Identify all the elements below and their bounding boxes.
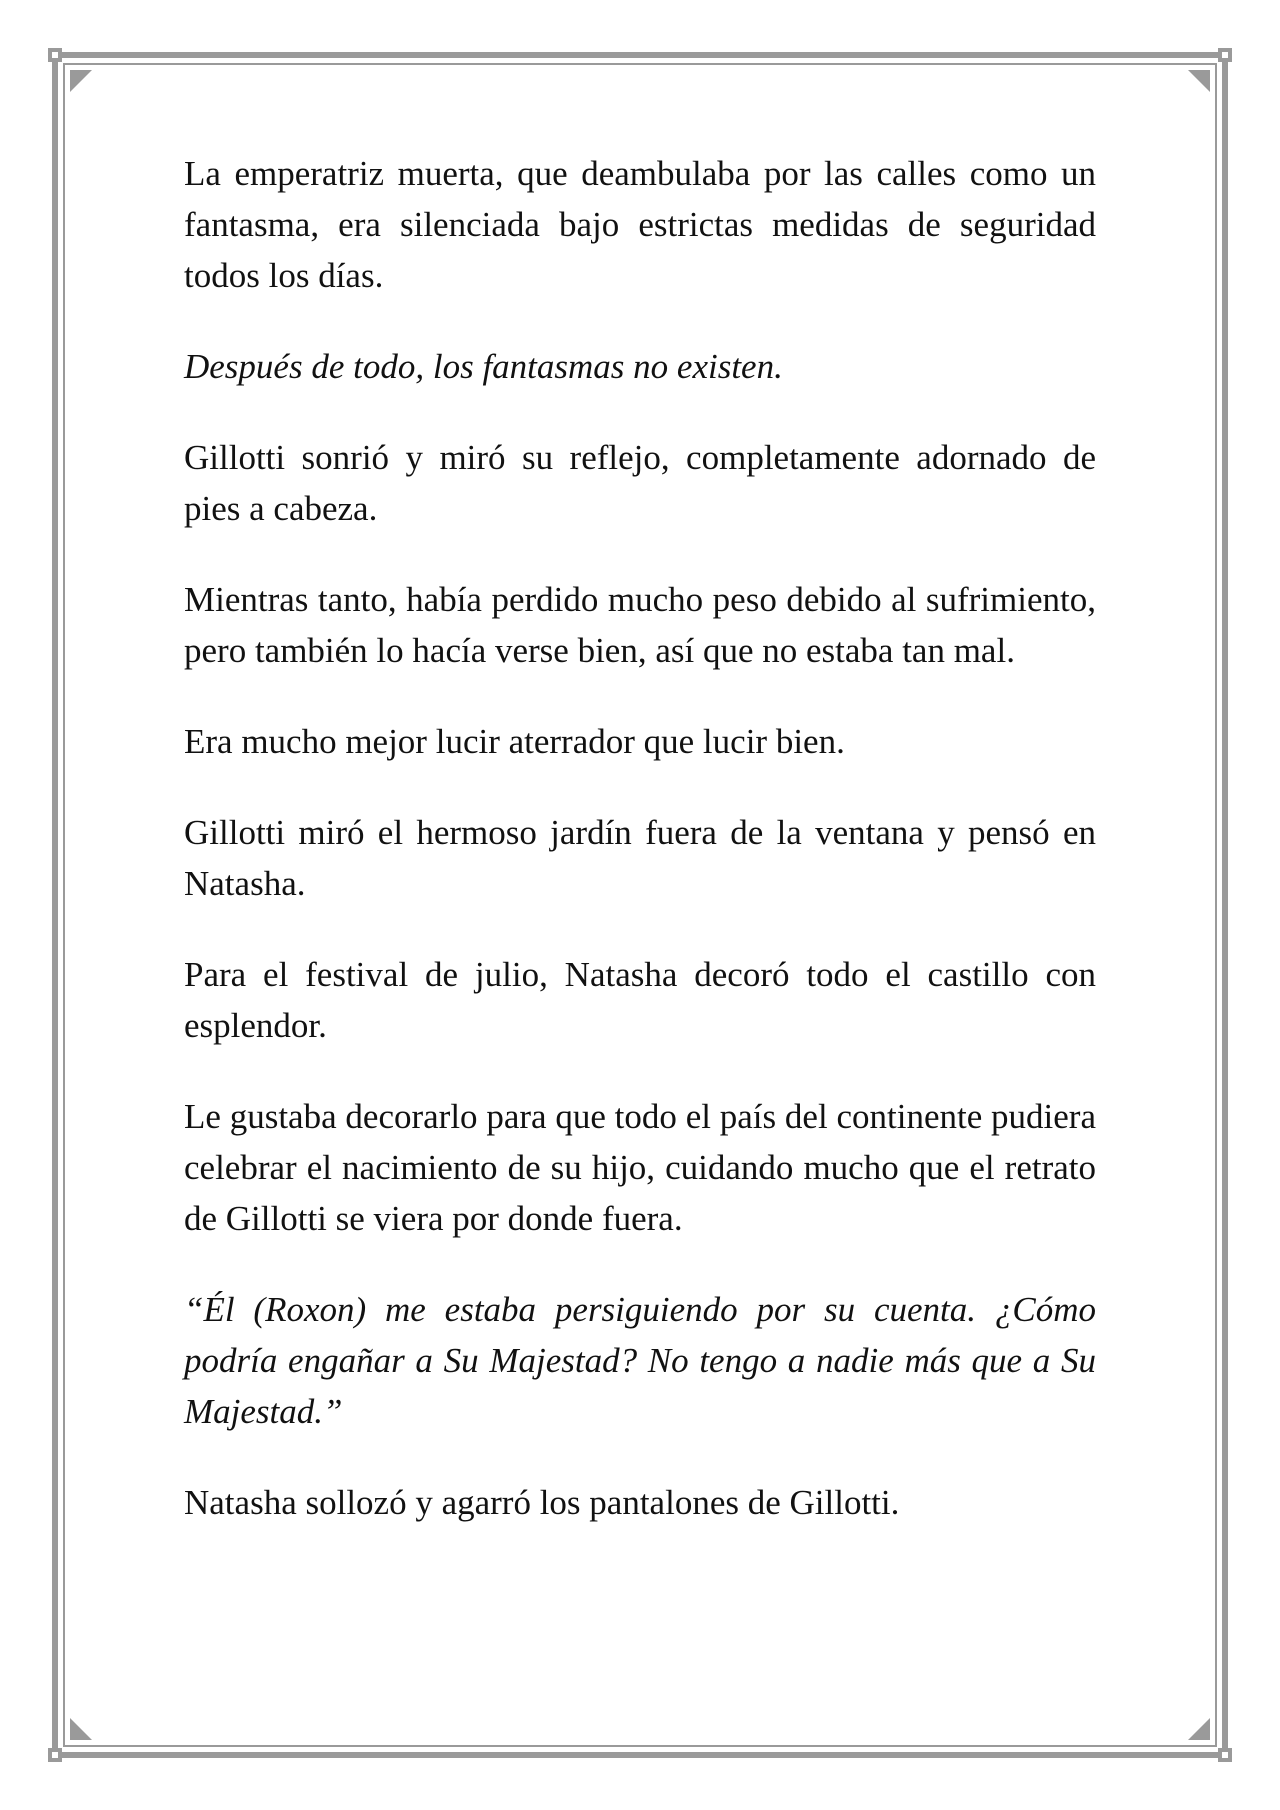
paragraph: Gillotti sonrió y miró su reflejo, completamente adornado de pies a cabeza. xyxy=(184,438,1096,528)
paragraph: Gillotti miró el hermoso jardín fuera de la ventana y pensó en Natasha. xyxy=(184,813,1096,903)
paragraph: Natasha sollozó y agarró los pantalones de Gillotti. xyxy=(184,1483,900,1522)
paragraph-italic: Después de todo, los fantasmas no existen. xyxy=(184,347,783,386)
corner-ornament-top-left xyxy=(70,70,92,92)
paragraph: Mientras tanto, había perdido mucho peso debido al sufrimiento, pero también lo hacía verse bien, así que no estaba tan mal. xyxy=(184,580,1096,670)
paragraph-italic-dialogue: “Él (Roxon) me estaba persiguiendo por su cuenta. ¿Cómo podría engañar a Su Majestad? No tengo a nadie más que a Su Majestad.” xyxy=(184,1290,1096,1431)
paragraph: Le gustaba decorarlo para que todo el país del continente pudiera celebrar el nacimiento de su hijo, cuidando mucho que el retrato de Gillotti se viera por donde fuera. xyxy=(184,1097,1096,1238)
corner-ornament-top-right xyxy=(1188,70,1210,92)
paragraph: Era mucho mejor lucir aterrador que lucir bien. xyxy=(184,722,845,761)
corner-ornament-bottom-right xyxy=(1188,1718,1210,1740)
paragraph: Para el festival de julio, Natasha decoró todo el castillo con esplendor. xyxy=(184,955,1096,1045)
corner-ornament-bottom-left xyxy=(70,1718,92,1740)
paragraph: La emperatriz muerta, que deambulaba por las calles como un fantasma, era silenciada bajo estrictas medidas de seguridad todos los días. xyxy=(184,154,1096,295)
page-body xyxy=(184,148,1096,1568)
